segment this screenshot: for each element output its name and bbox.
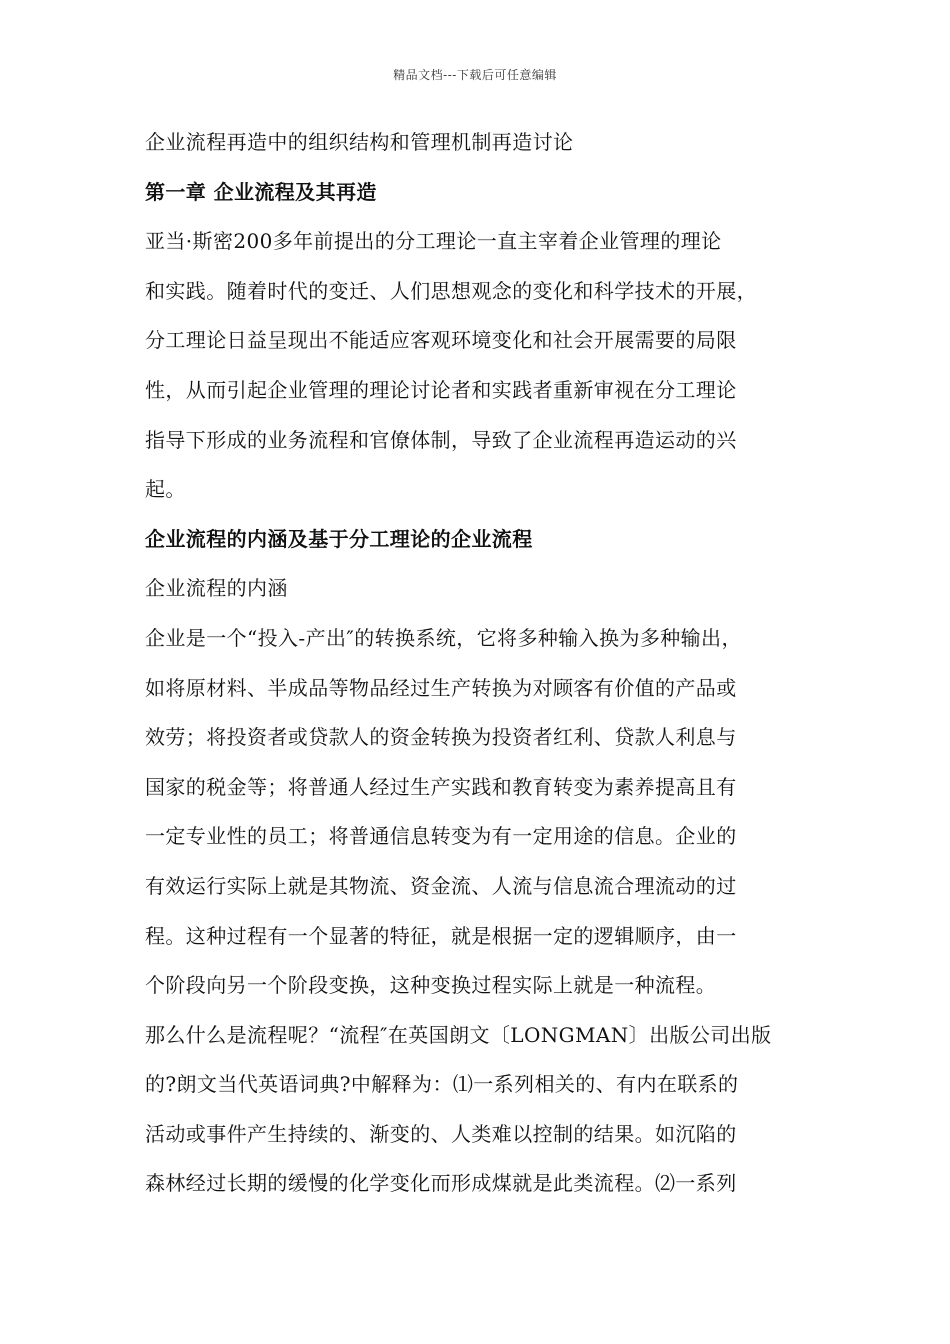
paragraph-line: 那么什么是流程呢？“流程″在英国朗文〔LONGMAN〕出版公司出版 (145, 1022, 772, 1047)
paragraph-line: 森林经过长期的缓慢的化学变化而形成煤就是此类流程。⑵一系列 (145, 1171, 737, 1196)
paragraph-line: 和实践。随着时代的变迁、人们思想观念的变化和科学技术的开展， (145, 278, 757, 303)
page-header: 精品文档---下载后可任意编辑 (393, 68, 557, 82)
paragraph-line: 国家的税金等；将普通人经过生产实践和教育转变为素养提高且有 (145, 774, 737, 799)
paragraph-line: 性，从而引起企业管理的理论讨论者和实践者重新审视在分工理论 (145, 377, 737, 402)
paragraph-line: 的?朗文当代英语词典?中解释为：⑴一系列相关的、有内在联系的 (145, 1072, 739, 1097)
paragraph-2 (145, 614, 835, 1011)
document-body (145, 118, 835, 1209)
paragraph-line: 企业是一个“投入-产出″的转换系统，它将多种输入换为多种输出， (145, 625, 742, 650)
paragraph-line: 效劳；将投资者或贷款人的资金转换为投资者红利、贷款人利息与 (145, 725, 737, 750)
paragraph-line: 如将原材料、半成品等物品经过生产转换为对顾客有价值的产品或 (145, 675, 737, 700)
paragraph-line: 分工理论日益呈现出不能适应客观环境变化和社会开展需要的局限 (145, 328, 737, 353)
paragraph-line: 活动或事件产生持续的、渐变的、人类难以控制的结果。如沉陷的 (145, 1121, 737, 1146)
chapter-heading: 第一章 企业流程及其再造 (145, 179, 377, 204)
paragraph-line: 起。 (145, 477, 186, 502)
paragraph-3 (145, 1011, 835, 1209)
paragraph-line: 程。这种过程有一个显著的特征，就是根据一定的逻辑顺序，由一 (145, 923, 737, 948)
paragraph-line: 有效运行实际上就是其物流、资金流、人流与信息流合理流动的过 (145, 873, 737, 898)
paragraph-line: 个阶段向另一个阶段变换，这种变换过程实际上就是一种流程。 (145, 973, 717, 998)
subsection-heading: 企业流程的内涵 (145, 576, 288, 601)
paragraph-line: 亚当·斯密200多年前提出的分工理论一直主宰着企业管理的理论 (145, 229, 722, 254)
paragraph-line: 一定专业性的员工；将普通信息转变为有一定用途的信息。企业的 (145, 824, 737, 849)
paragraph-1 (145, 217, 835, 515)
document-title: 企业流程再造中的组织结构和管理机制再造讨论 (145, 130, 574, 154)
section-heading: 企业流程的内涵及基于分工理论的企业流程 (145, 526, 533, 551)
paragraph-line: 指导下形成的业务流程和官僚体制，导致了企业流程再造运动的兴 (145, 427, 737, 452)
